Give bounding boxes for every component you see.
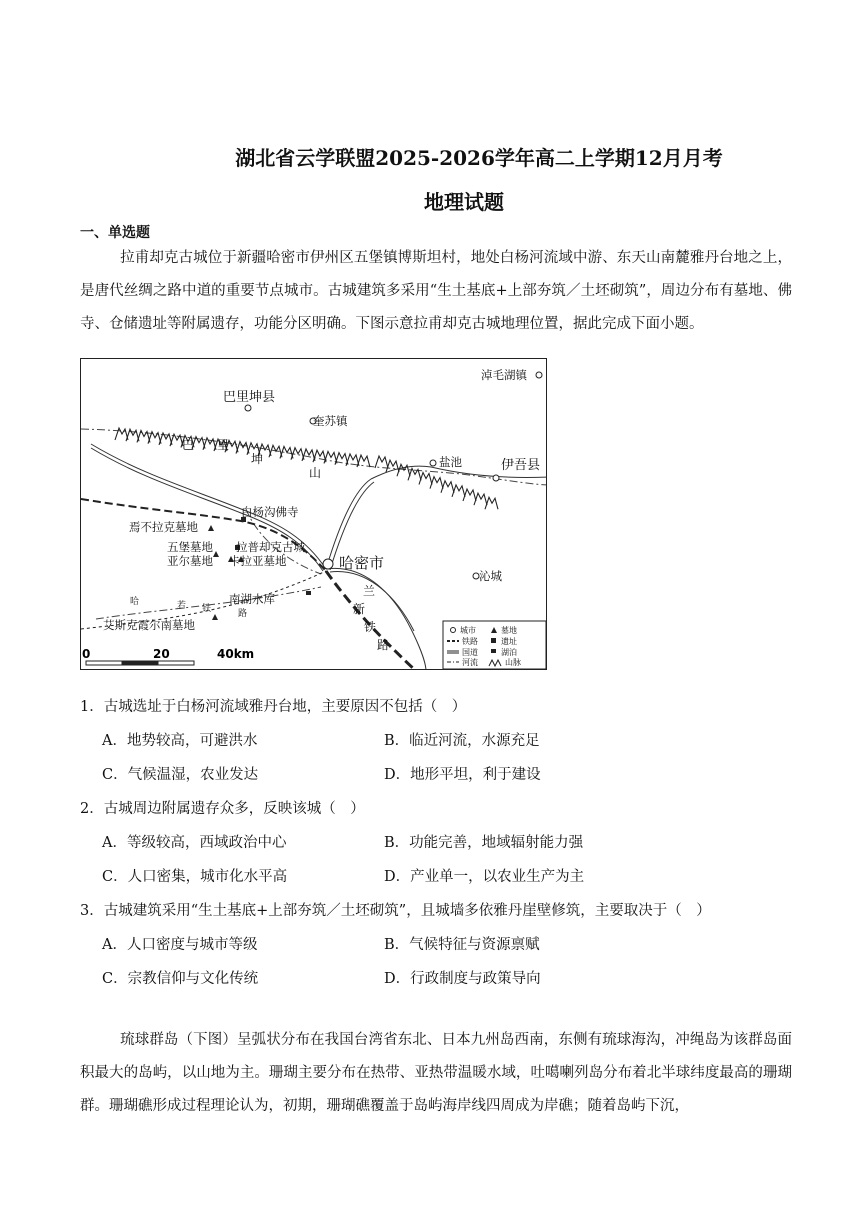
label-lanxin-2: 新	[353, 602, 366, 616]
label-lanxin-3: 铁	[364, 620, 377, 634]
question-2-option-c[interactable]: C．人口密集，城市化水平高	[102, 869, 288, 885]
tomb-marker	[212, 614, 218, 620]
label-mountain-kun: 坤	[251, 452, 264, 466]
question-1-stem: 1．古城选址于白杨河流域雅丹台地，主要原因不包括（ ）	[80, 699, 467, 715]
question-3-stem: 3．古城建筑采用“生土基底+上部夯筑／土坯砌筑”，且城墙多依雅丹崖壁修筑，主要取决于（ ）	[80, 903, 711, 919]
label-mountain-shan: 山	[309, 466, 322, 480]
mountain-symbol	[375, 456, 388, 468]
label-aisi: 艾斯克霞尔南墓地	[103, 618, 195, 632]
mountain-symbol	[474, 493, 487, 505]
label-lapuqueke: 拉普却克古城	[236, 540, 305, 554]
legend-highway: 国道	[462, 648, 478, 657]
city-marker	[536, 372, 542, 378]
label-yanchi: 盐池	[439, 455, 462, 469]
city-marker	[430, 460, 436, 466]
question-2-option-d[interactable]: D．产业单一，以农业生产为主	[384, 869, 585, 885]
legend-tomb: 墓地	[501, 626, 517, 635]
section-heading: 一、单选题	[80, 225, 150, 241]
scale-bar	[82, 647, 254, 665]
city-marker	[245, 405, 251, 411]
label-hanuo-2: 若	[177, 601, 187, 611]
label-naomaohu: 淖毛湖镇	[481, 368, 527, 382]
label-yanbulake: 焉不拉克墓地	[129, 520, 198, 534]
mountain-symbol	[115, 428, 128, 440]
question-1-option-a[interactable]: A．地势较高，可避洪水	[102, 733, 258, 749]
label-mountain-li: 里	[217, 438, 230, 452]
label-balikun: 巴里坤县	[223, 390, 276, 405]
question-1-option-b[interactable]: B．临近河流，水源充足	[384, 733, 540, 749]
label-lanxin-4: 路	[377, 638, 390, 652]
question-2-stem: 2．古城周边附属遗存众多，反映该城（ ）	[80, 801, 365, 817]
legend-river: 河流	[462, 658, 478, 667]
exam-subtitle: 地理试题	[424, 190, 504, 214]
label-hanuo-4: 路	[238, 609, 248, 619]
map-legend	[443, 621, 546, 669]
scale-20: 20	[153, 647, 170, 661]
label-qincheng: 沁城	[479, 569, 502, 583]
label-hanuo-1: 哈	[130, 597, 140, 607]
question-3-option-a[interactable]: A．人口密度与城市等级	[102, 937, 258, 953]
passage-1	[80, 242, 792, 341]
mountain-symbol	[463, 489, 476, 501]
city-marker	[323, 559, 333, 569]
passage-2-text: 琉球群岛（下图）呈弧状分布在我国台湾省东北、日本九州岛西南，东侧有琉球海沟，冲绳岛为该群岛面积最大的岛屿，以山地为主。珊瑚主要分布在热带、亚热带温暖水域，吐噶喇列岛分布着北半球纬度最高的珊瑚群。珊瑚礁形成过程理论认为，初期，珊瑚礁覆盖于岛屿海岸线四周成为岸礁；随着岛屿下沉，	[80, 1032, 792, 1114]
legend-railway: 铁路	[462, 637, 478, 646]
scale-0: 0	[82, 647, 91, 661]
label-mountain-ba: 巴	[182, 438, 195, 452]
lake-marker	[306, 591, 311, 595]
legend-lake: 湖泊	[501, 648, 517, 657]
question-3-option-c[interactable]: C．宗教信仰与文化传统	[102, 971, 259, 987]
location-map	[80, 358, 547, 670]
mountain-range-karlik	[375, 456, 498, 509]
legend-mountain: 山脉	[505, 658, 521, 667]
label-hanuo-3: 铁	[202, 604, 212, 614]
label-kalaya: 卡拉亚墓地	[229, 554, 287, 568]
exam-title: 湖北省云学联盟2025-2026学年高二上学期12月月考	[235, 146, 723, 170]
mountain-symbol	[397, 464, 410, 476]
question-1-option-c[interactable]: C．气候温湿，农业发达	[102, 767, 259, 783]
mountain-symbol	[441, 481, 454, 493]
label-wubao: 五堡墓地	[167, 540, 213, 554]
city-marker	[493, 475, 499, 481]
question-3-option-b[interactable]: B．气候特征与资源禀赋	[384, 937, 540, 953]
question-2-option-a[interactable]: A．等级较高，西域政治中心	[102, 835, 287, 851]
mountain-symbol	[419, 473, 432, 485]
question-1-option-d[interactable]: D．地形平坦，利于建设	[384, 767, 541, 783]
question-2-option-b[interactable]: B．功能完善，地域辐射能力强	[384, 835, 584, 851]
mountain-symbol	[485, 497, 498, 509]
tomb-marker	[208, 525, 214, 531]
mountain-symbol	[430, 477, 443, 489]
legend-ruins: 遗址	[501, 637, 517, 646]
label-yiwu: 伊吾县	[501, 458, 541, 473]
question-3-option-d[interactable]: D．行政制度与政策导向	[384, 971, 541, 987]
passage-2	[80, 1024, 792, 1123]
legend-city: 城市	[460, 626, 476, 635]
passage-1-text: 拉甫却克古城位于新疆哈密市伊州区五堡镇博斯坦村，地处白杨河流域中游、东天山南麓雅丹台地之上，是唐代丝绸之路中道的重要节点城市。古城建筑多采用“生土基底+上部夯筑／土坯砌筑”，周边分布有墓地、佛寺、仓储遗址等附属遗存，功能分区明确。下图示意拉甫却克古城地理位置，据此完成下面小题。	[80, 250, 792, 332]
label-hami: 哈密市	[339, 554, 385, 572]
label-baiyanggou: 白杨沟佛寺	[241, 505, 299, 519]
label-nanhu: 南湖水库	[229, 592, 275, 606]
label-yaer: 亚尔墓地	[167, 554, 213, 568]
tomb-marker	[213, 551, 219, 557]
label-kuisu: 奎苏镇	[313, 414, 348, 428]
mountain-symbol	[452, 485, 465, 497]
scale-40: 40km	[217, 647, 255, 661]
label-lanxin-1: 兰	[363, 584, 376, 598]
